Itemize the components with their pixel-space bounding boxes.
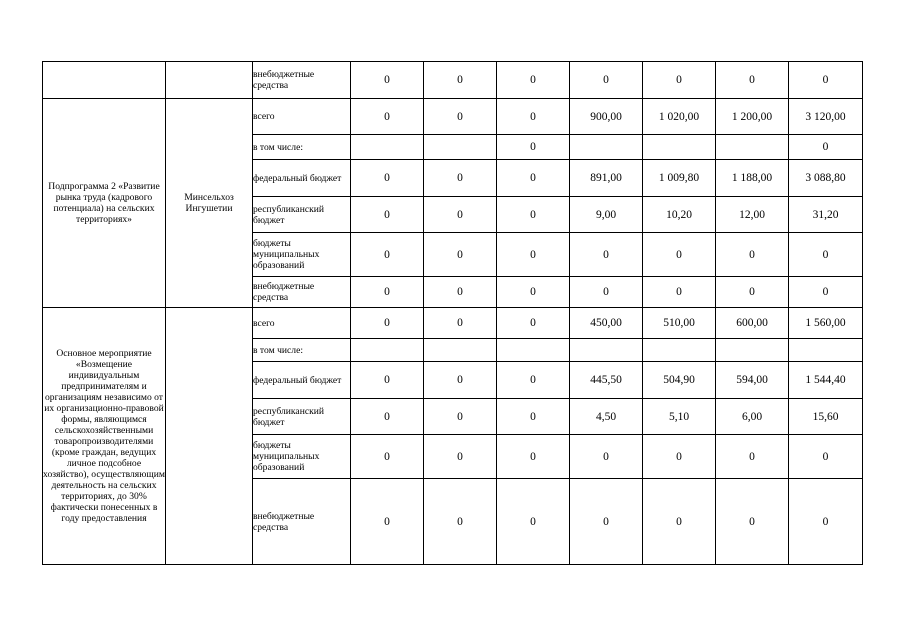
value-cell: 0 <box>643 233 716 277</box>
value-cell: 510,00 <box>643 308 716 339</box>
value-cell: 9,00 <box>570 197 643 233</box>
budget-table <box>42 61 863 565</box>
value-cell: 15,60 <box>789 399 863 435</box>
value-cell: 0 <box>351 197 424 233</box>
value-cell: 0 <box>497 308 570 339</box>
value-cell: 0 <box>351 435 424 479</box>
funding-source-cell: в том числе: <box>253 339 351 362</box>
value-cell: 0 <box>716 233 789 277</box>
value-cell: 0 <box>789 135 863 160</box>
value-cell: 0 <box>789 479 863 565</box>
value-cell: 0 <box>351 277 424 308</box>
value-cell: 0 <box>424 479 497 565</box>
value-cell: 0 <box>570 277 643 308</box>
value-cell: 450,00 <box>570 308 643 339</box>
value-cell: 0 <box>643 277 716 308</box>
value-cell: 0 <box>424 277 497 308</box>
value-cell: 5,10 <box>643 399 716 435</box>
value-cell: 0 <box>351 160 424 197</box>
value-cell: 0 <box>570 233 643 277</box>
value-cell: 0 <box>351 362 424 399</box>
executor-cell <box>166 308 253 565</box>
funding-source-cell: всего <box>253 308 351 339</box>
value-cell <box>351 135 424 160</box>
value-cell: 0 <box>789 62 863 99</box>
value-cell: 1 200,00 <box>716 99 789 135</box>
value-cell <box>424 339 497 362</box>
value-cell: 1 560,00 <box>789 308 863 339</box>
value-cell: 0 <box>424 233 497 277</box>
program-name-cell <box>43 62 166 99</box>
value-cell: 891,00 <box>570 160 643 197</box>
funding-source-cell: внебюджетные средства <box>253 62 351 99</box>
table-row <box>43 308 863 339</box>
value-cell: 10,20 <box>643 197 716 233</box>
value-cell: 0 <box>789 435 863 479</box>
value-cell <box>497 339 570 362</box>
value-cell: 1 544,40 <box>789 362 863 399</box>
value-cell: 0 <box>497 233 570 277</box>
value-cell: 0 <box>351 399 424 435</box>
funding-source-cell: республиканский бюджет <box>253 197 351 233</box>
value-cell: 0 <box>424 160 497 197</box>
value-cell: 0 <box>716 277 789 308</box>
value-cell <box>570 135 643 160</box>
value-cell: 0 <box>497 160 570 197</box>
value-cell: 0 <box>716 62 789 99</box>
program-name-cell: Основное мероприятие «Возмещение индивидуальным предпринимателям и организациям независимо от их организационно-правовой формы, являющимся сельскохозяйственными товаропроизводителями (кроме граждан, ведущих личное подсобное хозяйство), осуществляющим деятельность на сельских территориях, до 30% фактически понесенных в году предоставления <box>43 308 166 565</box>
value-cell: 0 <box>497 362 570 399</box>
value-cell: 0 <box>643 479 716 565</box>
table-row <box>43 62 863 99</box>
value-cell: 600,00 <box>716 308 789 339</box>
funding-source-cell: внебюджетные средства <box>253 277 351 308</box>
value-cell: 31,20 <box>789 197 863 233</box>
funding-source-cell: внебюджетные средства <box>253 479 351 565</box>
executor-cell <box>166 62 253 99</box>
value-cell: 594,00 <box>716 362 789 399</box>
value-cell: 0 <box>716 479 789 565</box>
value-cell: 445,50 <box>570 362 643 399</box>
funding-source-cell: федеральный бюджет <box>253 160 351 197</box>
executor-cell: Минсельхоз Ингушетии <box>166 99 253 308</box>
value-cell: 12,00 <box>716 197 789 233</box>
value-cell: 0 <box>497 479 570 565</box>
funding-source-cell: всего <box>253 99 351 135</box>
funding-source-cell: бюджеты муниципальных образований <box>253 435 351 479</box>
value-cell <box>424 135 497 160</box>
value-cell <box>716 339 789 362</box>
value-cell: 0 <box>351 233 424 277</box>
value-cell: 0 <box>497 99 570 135</box>
value-cell: 0 <box>497 62 570 99</box>
value-cell: 0 <box>643 435 716 479</box>
funding-source-cell: бюджеты муниципальных образований <box>253 233 351 277</box>
value-cell: 1 188,00 <box>716 160 789 197</box>
value-cell: 0 <box>424 99 497 135</box>
program-name-cell: Подпрограмма 2 «Развитие рынка труда (кадрового потенциала) на сельских территориях» <box>43 99 166 308</box>
value-cell: 504,90 <box>643 362 716 399</box>
value-cell <box>716 135 789 160</box>
value-cell: 0 <box>716 435 789 479</box>
value-cell: 0 <box>789 277 863 308</box>
value-cell: 0 <box>351 99 424 135</box>
value-cell: 0 <box>424 197 497 233</box>
funding-source-cell: федеральный бюджет <box>253 362 351 399</box>
value-cell: 0 <box>570 479 643 565</box>
value-cell: 900,00 <box>570 99 643 135</box>
value-cell: 0 <box>424 362 497 399</box>
table-row <box>43 99 863 135</box>
value-cell: 0 <box>351 62 424 99</box>
value-cell: 0 <box>570 62 643 99</box>
value-cell: 4,50 <box>570 399 643 435</box>
value-cell: 6,00 <box>716 399 789 435</box>
value-cell: 0 <box>351 308 424 339</box>
value-cell: 0 <box>497 277 570 308</box>
value-cell: 0 <box>351 479 424 565</box>
value-cell: 3 088,80 <box>789 160 863 197</box>
value-cell: 0 <box>497 197 570 233</box>
value-cell: 0 <box>497 435 570 479</box>
value-cell: 0 <box>497 399 570 435</box>
funding-source-cell: в том числе: <box>253 135 351 160</box>
value-cell <box>789 339 863 362</box>
value-cell: 1 020,00 <box>643 99 716 135</box>
value-cell <box>351 339 424 362</box>
value-cell: 0 <box>570 435 643 479</box>
value-cell: 0 <box>497 135 570 160</box>
budget-table-body <box>43 62 863 565</box>
value-cell: 0 <box>424 435 497 479</box>
value-cell: 0 <box>789 233 863 277</box>
value-cell: 1 009,80 <box>643 160 716 197</box>
value-cell <box>570 339 643 362</box>
value-cell <box>643 135 716 160</box>
value-cell: 0 <box>424 308 497 339</box>
value-cell: 0 <box>424 399 497 435</box>
value-cell: 3 120,00 <box>789 99 863 135</box>
value-cell: 0 <box>424 62 497 99</box>
funding-source-cell: республиканский бюджет <box>253 399 351 435</box>
value-cell: 0 <box>643 62 716 99</box>
value-cell <box>643 339 716 362</box>
